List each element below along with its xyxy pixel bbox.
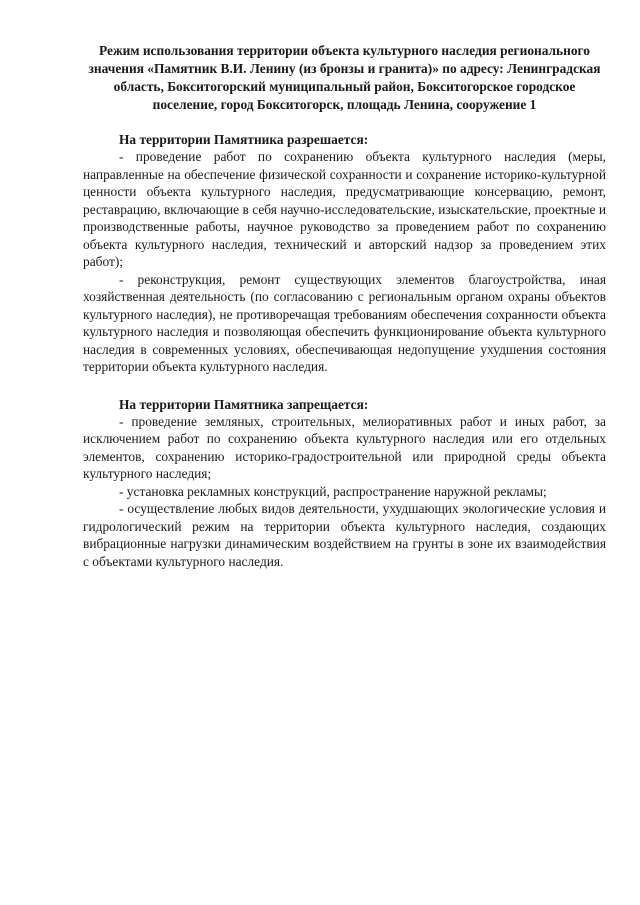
document-title: Режим использования территории объекта культурного наследия регионального значения «Памятник В.И. Ленину (из бронзы и гранита)» по адресу: Ленинградская область, Бокситогорский муниципальный район, Бокситогорское городское поселение, город Бокситогорск, площадь Ленина, сооружение 1 [88, 43, 601, 112]
permitted-item: - проведение работ по сохранению объекта культурного наследия (меры, направленные на обеспечение физической сохранности и сохранение историко-культурной ценности объекта культурного наследия, предусматривающие консервацию, ремонт, реставрацию, включающие в себя научно-исследовательские, изыскательские, проектные и производственные работы, научное руководство за проведением работ по сохранению объекта культурного наследия, технический и авторский надзор за проведением этих работ); [83, 149, 606, 269]
permitted-heading: На территории Памятника разрешается: [119, 132, 369, 147]
permitted-item: - реконструкция, ремонт существующих элементов благоустройства, иная хозяйственная деятельность (по согласованию с региональным органом охраны объектов культурного наследия), не противоречащая требованиям обеспечения сохранности объекта культурного наследия и позволяющая обеспечить функционирование объекта культурного наследия в современных условиях, обеспечивающая недопущение ухудшения состояния территории объекта культурного наследия. [83, 271, 606, 374]
prohibited-item: - осуществление любых видов деятельности, ухудшающих экологические условия и гидрологический режим на территории объекта культурного наследия, создающих вибрационные нагрузки динамическим воздействием на грунты в зоне их взаимодействия с объектами культурного наследия. [83, 501, 606, 569]
prohibited-item: - установка рекламных конструкций, распространение наружной рекламы; [119, 483, 547, 499]
prohibited-section [83, 396, 606, 571]
permitted-section [83, 131, 606, 376]
prohibited-item: - проведение земляных, строительных, мелиоративных работ и иных работ, за исключением работ по сохранению объекта культурного наследия или его отдельных элементов, сохранению историко-градостроительной или природной среды объекта культурного наследия; [83, 413, 606, 481]
prohibited-heading: На территории Памятника запрещается: [119, 396, 369, 412]
